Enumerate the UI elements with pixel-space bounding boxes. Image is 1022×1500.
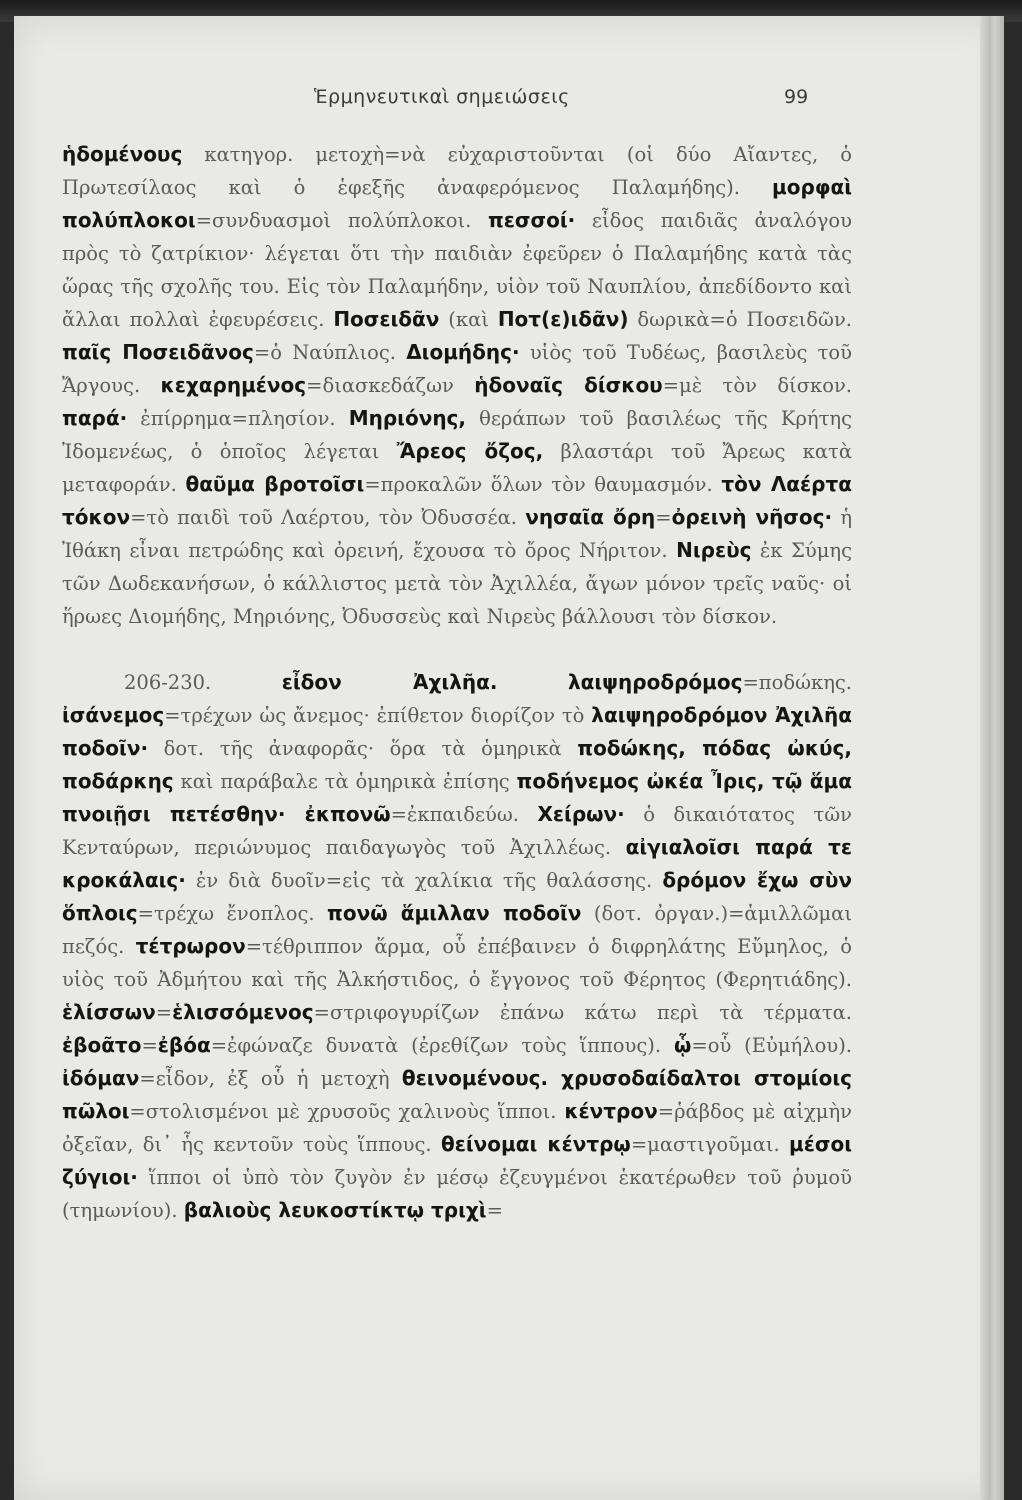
gloss-text: = [655,506,672,529]
lemma: ὀρεινὴ νῆσος· [671,505,833,529]
gloss-text: (δοτ. ὀργαν.)=ἁμιλλῶμαι πεζός. [62,902,853,958]
lemma: παρά· [62,406,128,430]
gloss-text: ἐν διὰ δυοῖν=εἰς τὰ χαλίκια τῆς θαλάσσης. [185,869,663,892]
lemma: Νιρεὺς [676,538,752,562]
gloss-text: =ἐφώναζε δυνατὰ (ἐρεθίζων τοὺς ἵππους). [210,1034,674,1057]
gloss-text: =μὲ τὸν δίσκον. [662,374,852,397]
gloss-text: =οὗ (Εὐμήλου). [691,1034,852,1057]
gloss-text: ἡ Ἰθάκη εἶναι πετρώδης καὶ ὀρεινή, ἔχουσα τὸ ὄρος Νήριτον. [62,506,852,562]
gloss-text: =εἶδον, ἐξ οὗ ἡ μετοχὴ [139,1067,402,1090]
gloss-text: δωρικὰ=ὁ Ποσειδῶν. [628,308,852,331]
gloss-text: =τὸ παιδὶ τοῦ Λαέρτου, τὸν Ὀδυσσέα. [130,506,526,529]
gloss-text: =ῥάβδος μὲ αἰχμὴν ὀξεῖαν, δι᾽ ἧς κεντοῦν τοὺς ἵππους. [62,1100,852,1156]
gloss-text: 206-230. [124,671,282,694]
lemma: ποδώκης, πόδας ὠκύς, ποδάρκης [62,736,852,793]
lemma: κεχαρημένος [160,373,307,397]
lemma: Διομήδης· [406,340,520,364]
lemma: δρόμον ἔχω σὺν ὅπλοις [62,868,852,925]
lemma: ἡδομένους [62,142,183,166]
gloss-text: = [486,1199,503,1222]
book-page [14,16,1004,1500]
lemma: εἶδον Ἀχιλῆα. [281,670,498,694]
lemma: λαιψηροδρόμος [567,670,743,694]
lemma: τὸν Λαέρτα τόκον [62,472,853,529]
gloss-text: =μαστιγοῦμαι. [630,1133,790,1156]
lemma: ἰσάνεμος [62,703,165,727]
lemma: Ποτ(ε)ιδᾶν) [497,307,629,331]
page-number: 99 [784,86,809,108]
gloss-text: (καὶ [439,308,498,331]
lemma: μέσοι ζύγιοι· [62,1132,852,1189]
lemma: λαιψηροδρόμον Ἀχιλῆα ποδοῖν· [62,703,852,760]
gloss-text: = [141,1034,158,1057]
lemma: βαλιοὺς λευκοστίκτῳ τριχὶ [183,1198,487,1222]
lemma: Ἄρεος ὄζος, [396,439,544,463]
gloss-text: =τρέχων ὡς ἄνεμος· ἐπίθετον διορίζον τὸ [164,704,592,727]
lemma: θείνομαι κέντρῳ [440,1132,631,1156]
gloss-text: =προκαλῶν ὅλων τὸν θαυμασμόν. [364,473,722,496]
lemma: ᾧ [673,1033,692,1057]
lemma: τέτρωρον [135,934,246,958]
gloss-text: υἱὸς τοῦ Τυδέως, βασιλεὺς τοῦ Ἄργους. [62,341,852,397]
paragraph [62,138,852,633]
gloss-text: ἐκ Σύμης τῶν Δωδεκανήσων, ὁ κάλλιστος μετὰ τὸν Ἀχιλλέα, ἄγων μόνον τρεῖς ναῦς· οἱ ἥρωες Διομήδης, Μηριόνης, Ὀδυσσεὺς καὶ Νιρεὺς βάλλουσι τὸν δίσκον. [62,539,852,628]
gloss-text: ἐπίρρημα=πλησίον. [127,407,349,430]
lemma: πονῶ ἅμιλλαν ποδοῖν [327,901,582,925]
lemma: ἡδοναῖς δίσκου [474,373,663,397]
lemma: πεσσοί· [487,208,576,232]
gloss-text: εἶδος παιδιᾶς ἀναλόγου πρὸς τὸ ζατρίκιον· λέγεται ὅτι τὴν παιδιὰν ἐφεῦρεν ὁ Παλαμήδης κατὰ τὰς ὥρας τῆς σχολῆς του. Εἰς τὸν Παλαμήδην, υἱὸν τοῦ Ναυπλίου, ἀπεδίδοντο καὶ ἄλλαι πολλαὶ ἐφευρέσεις. [62,209,853,331]
lemma: ἑλισσόμενος [172,1000,314,1024]
gloss-text: καὶ παράβαλε τὰ ὁμηρικὰ ἐπίσης [173,770,517,793]
gloss-text: =στριφογυρίζων ἐπάνω κάτω περὶ τὰ τέρματα. [313,1001,852,1024]
lemma: θεινομένους. χρυσοδαίδαλτοι στομίοις πῶλοι [62,1066,852,1123]
commentary-text [62,138,852,1227]
gloss-text: ὁ δικαιότατος τῶν Κενταύρων, περιώνυμος παιδαγωγὸς τοῦ Ἀχιλλέως. [62,803,852,859]
page-gutter [980,16,1004,1500]
lemma: νησαῖα ὄρη [525,505,656,529]
gloss-text: =τέθριππον ἅρμα, οὗ ἐπέβαινεν ὁ διφρηλάτης Εὔμηλος, ὁ υἱὸς τοῦ Ἀδμήτου καὶ τῆς Ἀλκήστιδος, ὁ ἔγγονος τοῦ Φέρητος (Φερητιάδης). [62,935,853,991]
lemma: Ποσειδᾶν [333,307,440,331]
gloss-text: =ἐκπαιδεύω. [390,803,538,826]
gloss-text: δοτ. τῆς ἀναφορᾶς· ὅρα τὰ ὁμηρικὰ [148,737,578,760]
lemma: παῖς Ποσειδᾶνος [62,340,254,364]
gloss-text: = [155,1001,173,1024]
gloss-text: =τρέχω ἔνοπλος. [137,902,328,925]
running-head [14,86,1004,116]
lemma: ἐβόα [157,1033,211,1057]
gloss-text: κατηγορ. μετοχὴ=νὰ εὐχαριστοῦνται (οἱ δύο Αἴαντες, ὁ Πρωτεσίλαος καὶ ὁ ἑφεξῆς ἀναφερόμενος Παλαμήδης). [62,143,852,199]
lemma: κέντρον [564,1099,658,1123]
gloss-text: =στολισμένοι μὲ χρυσοῦς χαλινοὺς ἵπποι. [129,1100,565,1123]
lemma: ποδήνεμος ὠκέα Ἶρις, τῷ ἅμα πνοιῇσι πετέσθην· ἐκπονῶ [62,769,852,826]
lemma: αἰγιαλοῖσι παρά τε κροκάλαις· [62,835,852,892]
lemma: ἐβοᾶτο [62,1033,142,1057]
lemma: Μηριόνης, [348,406,467,430]
lemma: Χείρων· [537,802,625,826]
lemma: ἑλίσσων [62,1000,156,1024]
paragraph [62,666,852,1227]
lemma: μορφαὶ πολύπλοκοι [62,175,852,232]
gloss-text: =ποδώκης. [742,671,852,694]
gloss-text: βλαστάρι τοῦ Ἄρεως κατὰ μεταφοράν. [62,440,852,496]
gloss-text: =διασκεδάζων [306,374,475,397]
gloss-text: =ὁ Ναύπλιος. [253,341,407,364]
lemma: ἰδόμαν [62,1066,140,1090]
gloss-text: θεράπων τοῦ βασιλέως τῆς Κρήτης Ἰδομενέως, ὁ ὁποῖος λέγεται [62,407,852,463]
gloss-text: ἵπποι οἱ ὑπὸ τὸν ζυγὸν ἐν μέσῳ ἐζευγμένοι ἑκατέρωθεν τοῦ ῥυμοῦ (τημωνίου). [62,1166,852,1222]
gloss-text [497,671,568,694]
running-head-title: Ἑρμηνευτικαὶ σημειώσεις [314,86,570,108]
lemma: θαῦμα βροτοῖσι [185,472,365,496]
gloss-text: =συνδυασμοὶ πολύπλοκοι. [195,209,488,232]
